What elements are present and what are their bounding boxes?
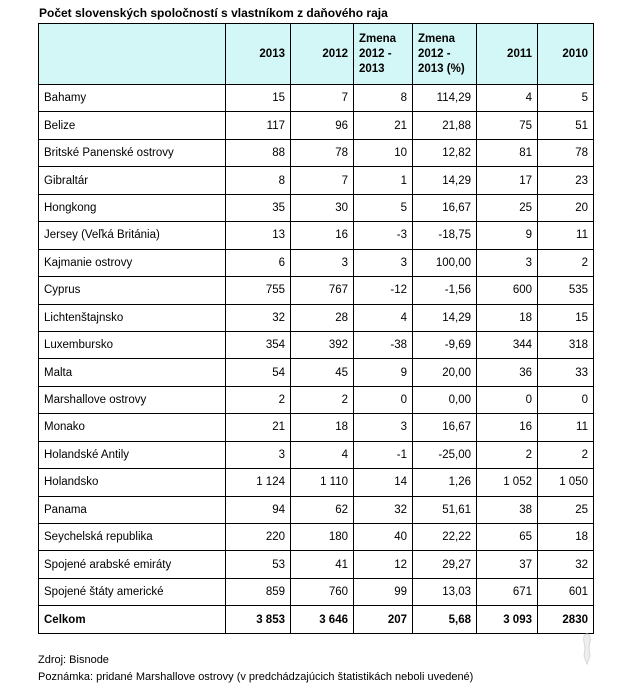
cell-y2013: 54 [226, 359, 291, 386]
cell-y2011: 344 [477, 331, 538, 358]
cell-country: Panama [39, 496, 226, 523]
cell-y2012: 78 [291, 139, 354, 166]
cell-y2012: 28 [291, 304, 354, 331]
cell-y2012: 41 [291, 551, 354, 578]
cell-y2013: 35 [226, 194, 291, 221]
cell-y2012: 180 [291, 524, 354, 551]
table-row [39, 277, 594, 304]
cell-country: Belize [39, 112, 226, 139]
cell-change-pct: 20,00 [413, 359, 477, 386]
cell-y2011: 671 [477, 578, 538, 605]
cell-change: 40 [354, 524, 413, 551]
cell-country: Holandské Antily [39, 441, 226, 468]
cell-y2010: 601 [538, 578, 594, 605]
cell-y2010: 2 [538, 441, 594, 468]
cell-country: Marshallove ostrovy [39, 386, 226, 413]
cell-y2012: 7 [291, 85, 354, 112]
cell-country: Malta [39, 359, 226, 386]
cell-change: 4 [354, 304, 413, 331]
cell-change-pct: -25,00 [413, 441, 477, 468]
total-y2011: 3 093 [477, 606, 538, 634]
cell-change: 12 [354, 551, 413, 578]
companies-table [38, 23, 594, 634]
cell-y2010: 5 [538, 85, 594, 112]
cell-y2012: 62 [291, 496, 354, 523]
cell-y2013: 94 [226, 496, 291, 523]
cell-y2011: 4 [477, 85, 538, 112]
cell-country: Cyprus [39, 277, 226, 304]
cell-change: 21 [354, 112, 413, 139]
cell-change-pct: 29,27 [413, 551, 477, 578]
cell-change: 8 [354, 85, 413, 112]
cell-change-pct: 14,29 [413, 167, 477, 194]
pin-icon [581, 632, 593, 666]
cell-y2011: 0 [477, 386, 538, 413]
cell-country: Monako [39, 414, 226, 441]
cell-country: Seychelská republika [39, 524, 226, 551]
cell-y2010: 15 [538, 304, 594, 331]
cell-change-pct: 16,67 [413, 414, 477, 441]
cell-y2012: 767 [291, 277, 354, 304]
cell-change: 5 [354, 194, 413, 221]
header-change: Zmena 2012 - 2013 [354, 24, 413, 85]
table-row [39, 496, 594, 523]
table-row [39, 304, 594, 331]
cell-change-pct: 22,22 [413, 524, 477, 551]
cell-change-pct: 14,29 [413, 304, 477, 331]
total-change: 207 [354, 606, 413, 634]
total-change-pct: 5,68 [413, 606, 477, 634]
header-2012: 2012 [291, 24, 354, 85]
table-row [39, 414, 594, 441]
cell-y2012: 30 [291, 194, 354, 221]
cell-y2011: 600 [477, 277, 538, 304]
cell-y2011: 16 [477, 414, 538, 441]
cell-y2013: 220 [226, 524, 291, 551]
cell-y2013: 21 [226, 414, 291, 441]
table-row [39, 386, 594, 413]
table-row [39, 331, 594, 358]
cell-change-pct: -9,69 [413, 331, 477, 358]
cell-y2011: 75 [477, 112, 538, 139]
table-row [39, 359, 594, 386]
table-row [39, 469, 594, 496]
cell-y2012: 3 [291, 249, 354, 276]
cell-y2010: 51 [538, 112, 594, 139]
cell-y2013: 3 [226, 441, 291, 468]
cell-change-pct: 1,26 [413, 469, 477, 496]
cell-change: 3 [354, 249, 413, 276]
table-row [39, 578, 594, 605]
cell-y2011: 17 [477, 167, 538, 194]
cell-y2013: 2 [226, 386, 291, 413]
footnote: Poznámka: pridané Marshallove ostrovy (v predchádzajúcich štatistikách neboli uvedené) [38, 671, 474, 683]
total-country: Celkom [39, 606, 226, 634]
cell-y2010: 23 [538, 167, 594, 194]
cell-change: -1 [354, 441, 413, 468]
cell-y2011: 9 [477, 222, 538, 249]
cell-change: 1 [354, 167, 413, 194]
table-row [39, 85, 594, 112]
cell-change: 0 [354, 386, 413, 413]
cell-y2010: 18 [538, 524, 594, 551]
table-row [39, 139, 594, 166]
header-country [39, 24, 226, 85]
cell-country: Hongkong [39, 194, 226, 221]
cell-y2011: 37 [477, 551, 538, 578]
cell-y2012: 96 [291, 112, 354, 139]
cell-y2013: 15 [226, 85, 291, 112]
cell-change: 99 [354, 578, 413, 605]
cell-y2013: 859 [226, 578, 291, 605]
cell-y2012: 392 [291, 331, 354, 358]
cell-country: Holandsko [39, 469, 226, 496]
table-row [39, 249, 594, 276]
cell-y2012: 4 [291, 441, 354, 468]
cell-y2012: 2 [291, 386, 354, 413]
cell-change-pct: 51,61 [413, 496, 477, 523]
table-row [39, 167, 594, 194]
cell-y2010: 32 [538, 551, 594, 578]
cell-y2010: 0 [538, 386, 594, 413]
cell-y2011: 36 [477, 359, 538, 386]
cell-country: Gibraltár [39, 167, 226, 194]
header-2013: 2013 [226, 24, 291, 85]
cell-y2013: 8 [226, 167, 291, 194]
cell-country: Jersey (Veľká Británia) [39, 222, 226, 249]
cell-y2013: 6 [226, 249, 291, 276]
cell-change-pct: -18,75 [413, 222, 477, 249]
cell-y2010: 25 [538, 496, 594, 523]
cell-change: 14 [354, 469, 413, 496]
cell-y2010: 11 [538, 222, 594, 249]
cell-y2013: 117 [226, 112, 291, 139]
cell-y2012: 45 [291, 359, 354, 386]
cell-country: Spojené arabské emiráty [39, 551, 226, 578]
cell-y2010: 20 [538, 194, 594, 221]
cell-change: 9 [354, 359, 413, 386]
cell-y2013: 354 [226, 331, 291, 358]
total-row [39, 606, 594, 634]
cell-y2011: 1 052 [477, 469, 538, 496]
table-title: Počet slovenských spoločností s vlastníkom z daňového raja [39, 6, 388, 20]
cell-country: Spojené štáty americké [39, 578, 226, 605]
table-row [39, 551, 594, 578]
cell-change-pct: 114,29 [413, 85, 477, 112]
cell-country: Luxembursko [39, 331, 226, 358]
cell-y2011: 18 [477, 304, 538, 331]
cell-change-pct: 100,00 [413, 249, 477, 276]
cell-change-pct: 13,03 [413, 578, 477, 605]
cell-y2012: 18 [291, 414, 354, 441]
cell-country: Bahamy [39, 85, 226, 112]
cell-y2013: 1 124 [226, 469, 291, 496]
source-note: Zdroj: Bisnode [38, 654, 109, 666]
cell-y2013: 755 [226, 277, 291, 304]
cell-country: Kajmanie ostrovy [39, 249, 226, 276]
cell-y2011: 2 [477, 441, 538, 468]
cell-y2012: 760 [291, 578, 354, 605]
total-y2013: 3 853 [226, 606, 291, 634]
cell-y2010: 78 [538, 139, 594, 166]
cell-country: Lichtenštajnsko [39, 304, 226, 331]
total-y2012: 3 646 [291, 606, 354, 634]
total-y2010: 2830 [538, 606, 594, 634]
cell-y2010: 33 [538, 359, 594, 386]
table-row [39, 222, 594, 249]
cell-change: -3 [354, 222, 413, 249]
cell-change-pct: 0,00 [413, 386, 477, 413]
table-row [39, 194, 594, 221]
cell-y2012: 7 [291, 167, 354, 194]
cell-y2010: 2 [538, 249, 594, 276]
cell-change: -38 [354, 331, 413, 358]
cell-y2011: 25 [477, 194, 538, 221]
cell-y2012: 16 [291, 222, 354, 249]
cell-y2013: 53 [226, 551, 291, 578]
cell-change: 10 [354, 139, 413, 166]
cell-y2013: 32 [226, 304, 291, 331]
cell-y2010: 1 050 [538, 469, 594, 496]
cell-y2012: 1 110 [291, 469, 354, 496]
cell-y2011: 3 [477, 249, 538, 276]
header-2011: 2011 [477, 24, 538, 85]
header-change-pct: Zmena 2012 - 2013 (%) [413, 24, 477, 85]
cell-y2011: 81 [477, 139, 538, 166]
cell-change-pct: 21,88 [413, 112, 477, 139]
cell-change-pct: 12,82 [413, 139, 477, 166]
cell-change-pct: 16,67 [413, 194, 477, 221]
cell-y2010: 318 [538, 331, 594, 358]
header-row [39, 24, 594, 85]
cell-y2013: 88 [226, 139, 291, 166]
cell-y2010: 11 [538, 414, 594, 441]
cell-change: 3 [354, 414, 413, 441]
cell-change-pct: -1,56 [413, 277, 477, 304]
cell-y2011: 38 [477, 496, 538, 523]
cell-y2013: 13 [226, 222, 291, 249]
table-row [39, 524, 594, 551]
cell-y2011: 65 [477, 524, 538, 551]
cell-country: Britské Panenské ostrovy [39, 139, 226, 166]
cell-change: 32 [354, 496, 413, 523]
header-2010: 2010 [538, 24, 594, 85]
table-row [39, 112, 594, 139]
cell-y2010: 535 [538, 277, 594, 304]
table-row [39, 441, 594, 468]
cell-change: -12 [354, 277, 413, 304]
